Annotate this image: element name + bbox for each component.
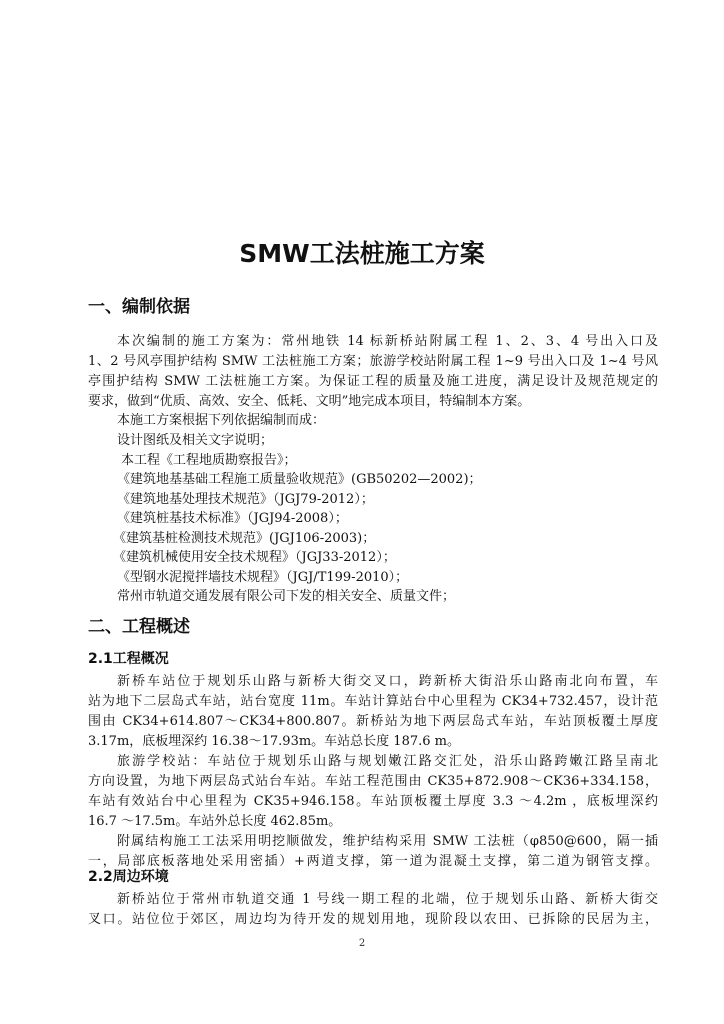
paragraph-line: 新桥车站位于规划乐山路与新桥大街交叉口，跨新桥大街沿乐山路南北向布置，车 (117, 674, 658, 689)
paragraph-line: 围由 CK34+614.807～CK34+800.807。新桥站为地下两层岛式车站，车站顶板覆土厚度 (88, 714, 658, 729)
paragraph-line: 站为地下二层岛式车站，站台宽度 11m。车站计算站台中心里程为 CK34+732.457，设计范 (88, 694, 658, 709)
paragraph-line: 要求，做到“优质、高效、安全、低耗、文明”地完成本项目，特编制本方案。 (88, 394, 531, 409)
subsection-heading-environment: 2.2周边环境 (88, 869, 169, 885)
page-number: 2 (358, 938, 366, 949)
paragraph-line: 方向设置，为地下两层岛式站台车站。车站工程范围由 CK35+872.908～CK36+334.158， (88, 774, 658, 789)
paragraph-line: 1、2 号风亭围护结构 SMW 工法桩施工方案；旅游学校站附属工程 1~9 号出入口及 1~4 号风 (88, 354, 658, 369)
list-item: 《建筑机械使用安全技术规程》（JGJ33-2012）； (113, 550, 396, 565)
paragraph-line: 一，局部底板落地处采用密插）+两道支撑，第一道为混凝土支撑，第二道为钢管支撑。 (88, 854, 658, 869)
list-item: 《建筑地基处理技术规范》（JGJ79-2012）； (117, 492, 374, 507)
document-title: SMW工法桩施工方案 (239, 239, 485, 268)
section-heading-overview: 二、工程概述 (88, 617, 190, 637)
paragraph-line: 车站有效站台中心里程为 CK35+946.158。车站顶板覆土厚度 3.3 ～4.2m ，底板埋深约 (88, 794, 658, 809)
paragraph-line: 16.7 ～17.5m。车站外总长度 462.85m。 (88, 814, 342, 829)
list-item: 本工程《工程地质勘察报告》； (121, 453, 297, 468)
paragraph-line: 叉口。站位位于郊区，周边均为待开发的规划用地，现阶段以农田、已拆除的民居为主， (88, 912, 658, 927)
list-item: 《建筑基桩检测技术规范》(JGJ106-2003)； (113, 531, 376, 546)
list-item: 《型钢水泥搅拌墙技术规程》（JGJ/T199-2010）； (117, 570, 409, 585)
section-heading-basis: 一、编制依据 (88, 297, 190, 317)
subsection-heading-project: 2.1工程概况 (88, 651, 169, 667)
list-item: 《建筑桩基技术标准》（JGJ94-2008）； (117, 511, 348, 526)
paragraph-line: 3.17m，底板埋深约 16.38～17.93m。车站总长度 187.6 m。 (88, 734, 460, 749)
paragraph-line: 本施工方案根据下列依据编制而成： (117, 413, 326, 428)
paragraph-line: 本次编制的施工方案为：常州地铁 14 标新桥站附属工程 1、2、3、4 号出入口及 (117, 334, 658, 349)
paragraph-line: 新桥站位于常州市轨道交通 1 号线一期工程的北端，位于规划乐山路、新桥大街交 (117, 892, 658, 907)
list-item: 设计图纸及相关文字说明； (117, 433, 274, 448)
paragraph-line: 旅游学校站：车站位于规划乐山路与规划嫩江路交汇处，沿乐山路跨嫩江路呈南北 (117, 754, 658, 769)
paragraph-line: 亭围护结构 SMW 工法桩施工方案。为保证工程的质量及施工进度，满足设计及规范规定的 (88, 374, 658, 389)
list-item: 常州市轨道交通发展有限公司下发的相关安全、质量文件； (117, 589, 456, 604)
list-item: 《建筑地基基础工程施工质量验收规范》(GB50202—2002)； (117, 472, 482, 487)
paragraph-line: 附属结构施工工法采用明挖顺做发，维护结构采用 SMW 工法桩（φ850@600，隔一插 (117, 834, 658, 849)
